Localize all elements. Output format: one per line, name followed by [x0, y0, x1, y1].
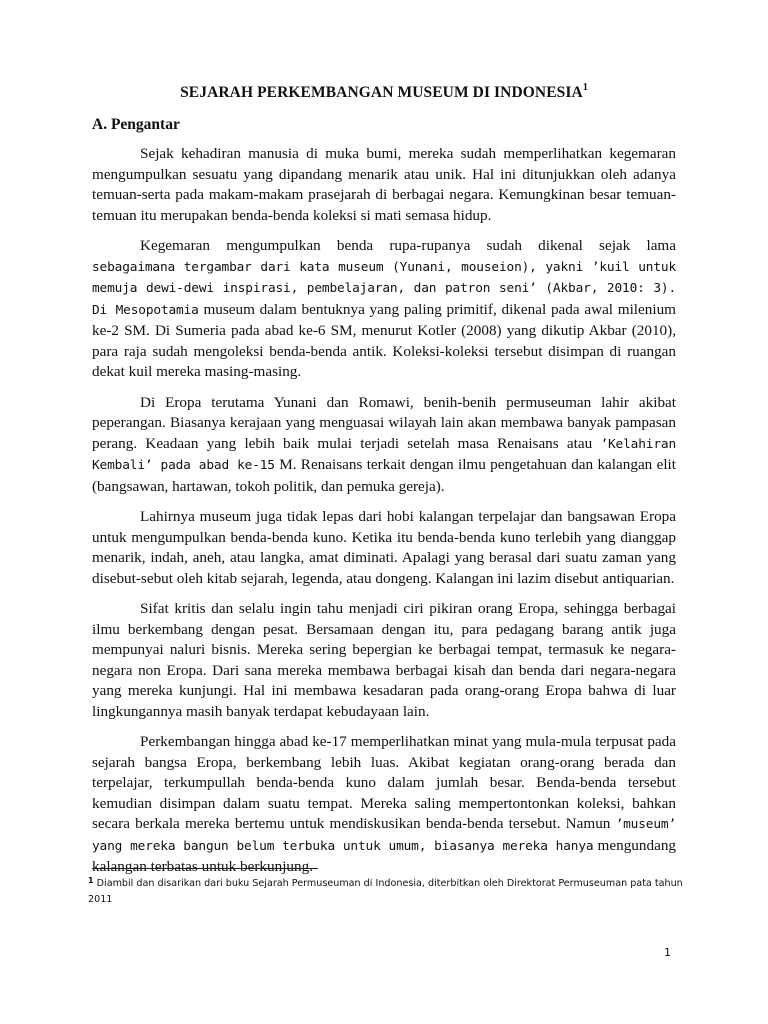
page-number: 1 [664, 946, 671, 959]
footnote [88, 876, 688, 908]
paragraph-2 [92, 236, 676, 383]
paragraph-3-text-a: Di Eropa terutama Yunani dan Romawi, benih-benih permuseuman lahir akibat peperangan. Biasanya kerajaan yang menguasai wilayah lain akan membawa banyak pampasan perang. Keadaan yang lebih baik mulai terjadi setelah masa Renaisans atau [92, 393, 676, 452]
paragraph-2-mono-text: sebagaimana tergambar dari kata museum (Yunani, mouseion), yakni ’kuil untuk memuja dewi-dewi inspirasi, pembelajaran, dan patron seni’ (Akbar, 2010: 3). Di Mesopotamia [92, 259, 676, 318]
paragraph-4: Lahirnya museum juga tidak lepas dari hobi kalangan terpelajar dan bangsawan Eropa untuk mengumpulkan benda-benda kuno. Ketika itu benda-benda kuno terlebih yang dianggap menarik, indah, aneh, atau langka, amat diminati. Apalagi yang berasal dari suatu zaman yang disebut-sebut oleh kitab sejarah, legenda, atau dongeng. Kalangan ini lazim disebut antiquarian. [92, 508, 676, 587]
paragraph-6-mono-text: ’museum’ yang mereka bangun belum terbuka untuk umum, biasanya mereka hanya [92, 817, 676, 854]
footnote-separator [92, 868, 318, 869]
paragraph-1: Sejak kehadiran manusia di muka bumi, mereka sudah memperlihatkan kegemaran mengumpulkan sesuatu yang dipandang menarik atau unik. Hal ini ditunjukkan oleh adanya temuan-serta pada makam-makam prasejarah di berbagai negara. Kemungkinan besar temuan-temuan itu merupakan benda-benda koleksi si mati semasa hidup. [92, 145, 676, 224]
paragraph-3-text-b: M. Renaisans terkait dengan ilmu pengetahuan dan kalangan elit (bangsawan, hartawan, tokoh politik, dan pemuka gereja). [92, 456, 676, 495]
document-page [92, 84, 676, 888]
paragraph-5: Sifat kritis dan selalu ingin tahu menjadi ciri pikiran orang Eropa, sehingga berbagai ilmu berkembang dengan pesat. Bersamaan dengan itu, para pedagang barang antik juga mempunyai naluri bisnis. Mereka sering bepergian ke berbagai tempat, termasuk ke negara-negara non Eropa. Dari sana mereka membawa berbagai kisah dan benda dari negara-negara yang mereka kunjungi. Hal ini membawa kesadaran pada orang-orang Eropa bahwa di luar lingkungannya masih banyak terdapat kebudayaan lain. [92, 600, 676, 720]
paragraph-2-text-b: museum dalam bentuknya yang paling primitif, dikenal pada awal milenium ke-2 SM. Di Sumeria pada abad ke-6 SM, menurut Kotler (2008) yang dikutip Akbar (2010), para raja sudah mengoleksi benda-benda antik. Koleksi-koleksi tersebut disimpan di ruangan dekat kuil mereka masing-masing. [92, 300, 676, 380]
footnote-mark: 1 [88, 876, 94, 885]
section-heading: A. Pengantar [92, 116, 180, 133]
paragraph-6-text-a: Perkembangan hingga abad ke-17 memperlihatkan minat yang mula-mula terpusat pada sejarah bangsa Eropa, berkembang lebih luas. Akibat kegiatan orang-orang berada dan terpelajar, terkumpullah benda-benda kuno dalam jumlah besar. Benda-benda tersebut kemudian disimpan dalam suatu tempat. Mereka saling mempertontonkan koleksi, bahkan secara berkala mereka bertemu untuk mendiskusikan benda-benda tersebut. Namun [92, 733, 676, 832]
title-footnote-mark: 1 [582, 82, 588, 93]
paragraph-6-text-b: mengundang kalangan terbatas untuk berkunjung. [92, 836, 677, 875]
paragraph-2-text-a: Kegemaran mengumpulkan benda rupa-rupanya sudah dikenal sejak lama [140, 237, 676, 254]
paragraph-3 [92, 393, 676, 498]
footnote-text: Diambil dan disarikan dari buku Sejarah Permuseuman di Indonesia, diterbitkan oleh Direktorat Permuseuman pata tahun 2011 [88, 878, 683, 905]
paragraph-3-mono-text: ’Kelahiran Kembali’ pada abad ke-15 [92, 436, 676, 473]
title-text: SEJARAH PERKEMBANGAN MUSEUM DI INDONESIA [180, 84, 583, 101]
paragraph-6 [92, 732, 676, 878]
document-title [92, 84, 676, 102]
